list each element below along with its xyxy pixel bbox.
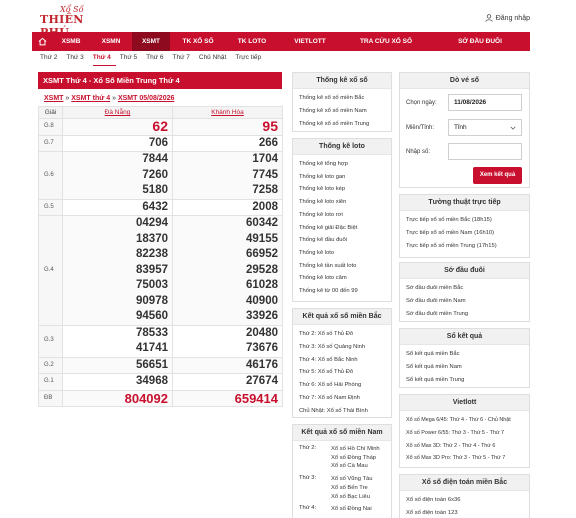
tk-loto-link[interactable]: Thống kê loto rơi bbox=[299, 211, 343, 218]
vietlott-link[interactable]: Xổ số Max 3D Pro: Thứ 3 - Thứ 5 - Thứ 7 bbox=[406, 455, 506, 462]
prize-row bbox=[39, 216, 283, 326]
tk-loto-link[interactable]: Thống kê loto câm bbox=[299, 275, 347, 282]
tk-loto-title: Thống kê loto bbox=[293, 139, 391, 155]
so-dau-duoi-link[interactable]: Sớ đầu đuôi miền Trung bbox=[406, 310, 469, 317]
vietlott-link[interactable]: Xổ số Max 3D: Thứ 2 - Thứ 4 - Thứ 6 bbox=[406, 442, 496, 449]
check-ticket-button[interactable]: Xem kết quả bbox=[473, 167, 522, 184]
prize-number: 73676 bbox=[246, 342, 278, 354]
prize-number: 94560 bbox=[136, 310, 168, 322]
kq-miennam-link[interactable]: Xổ số Bạc Liêu bbox=[331, 493, 370, 500]
prize-number: 18370 bbox=[136, 232, 168, 245]
prize-cell-province-1 bbox=[63, 390, 173, 407]
dien-toan-link[interactable]: Xổ số điện toán 6x36 bbox=[406, 497, 461, 503]
prize-label: G.6 bbox=[39, 152, 63, 200]
prize-number: 62 bbox=[152, 118, 168, 134]
home-icon bbox=[38, 37, 47, 46]
col-header-province-2[interactable]: Khánh Hòa bbox=[173, 107, 283, 119]
prize-row bbox=[39, 325, 283, 357]
kq-miennam-link[interactable]: Xổ số Đồng Nai bbox=[331, 506, 372, 513]
vietlott-box bbox=[399, 394, 530, 468]
subnav-truc-tiep[interactable]: Trực tiếp bbox=[235, 54, 262, 61]
kq-mienbac-link[interactable]: Thứ 5: Xổ số Thủ Đô bbox=[299, 369, 354, 376]
prize-number: 75003 bbox=[136, 279, 168, 291]
truc-tiep-link[interactable]: Trực tiếp xổ số miền Bắc (18h15) bbox=[406, 217, 492, 223]
truc-tiep-link[interactable]: Trực tiếp xổ số miền Nam (16h10) bbox=[406, 229, 495, 236]
site-logo[interactable] bbox=[40, 5, 110, 27]
number-label: Nhập số: bbox=[406, 149, 431, 155]
kq-miennam-link[interactable]: Xổ số Hồ Chí Minh bbox=[331, 446, 380, 452]
tk-xoso-link[interactable]: Thống kê xổ số miền Trung bbox=[299, 120, 370, 127]
kq-miennam-day: Thứ 4: bbox=[299, 505, 317, 512]
so-ket-qua-box bbox=[399, 328, 530, 388]
nav-vietlott[interactable]: VIETLOTT bbox=[294, 38, 326, 45]
tk-xoso-box bbox=[292, 72, 392, 132]
kq-miennam-row bbox=[299, 505, 385, 514]
dien-toan-list bbox=[400, 491, 529, 518]
so-ket-qua-link[interactable]: Sổ kết quả miền Nam bbox=[406, 363, 462, 370]
prize-cell-province-1 bbox=[63, 199, 173, 216]
results-body bbox=[39, 119, 283, 407]
kq-mienbac-box bbox=[292, 308, 392, 418]
subnav-thu2[interactable]: Thứ 2 bbox=[40, 54, 58, 61]
prize-cell-province-2 bbox=[173, 216, 283, 326]
prize-number: 82238 bbox=[136, 248, 168, 260]
so-dau-duoi-link[interactable]: Sớ đầu đuôi miền Bắc bbox=[406, 285, 464, 291]
vietlott-link[interactable]: Xổ số Power 6/55: Thứ 3 - Thứ 5 - Thứ 7 bbox=[406, 429, 505, 436]
results-panel bbox=[38, 72, 282, 407]
crumb-xsmt-thu4[interactable]: XSMT thứ 4 bbox=[71, 95, 111, 102]
prize-number: 04294 bbox=[136, 217, 168, 229]
date-label: Chọn ngày: bbox=[406, 100, 437, 106]
truc-tiep-box bbox=[399, 194, 530, 258]
kq-miennam-row bbox=[299, 445, 385, 471]
date-input[interactable]: 11/08/2026 bbox=[448, 94, 522, 111]
do-ve-so-box bbox=[399, 72, 530, 188]
nav-so-dau-duoi[interactable]: SỚ ĐẦU ĐUÔI bbox=[458, 38, 502, 45]
subnav-thu3[interactable]: Thứ 3 bbox=[66, 54, 84, 61]
prize-cell-province-2 bbox=[173, 390, 283, 407]
kq-miennam-title: Kết quả xổ số miền Nam bbox=[293, 425, 391, 441]
prize-cell-province-1 bbox=[63, 135, 173, 152]
prize-row bbox=[39, 199, 283, 216]
prize-cell-province-2 bbox=[173, 374, 283, 391]
tk-loto-link[interactable]: Thống kê từ 00 đến 99 bbox=[299, 288, 358, 295]
kq-miennam-day: Thứ 2: bbox=[299, 445, 317, 451]
logo-small-text: Xổ Số bbox=[60, 5, 84, 14]
prize-row bbox=[39, 152, 283, 200]
prize-number: 34968 bbox=[136, 375, 168, 387]
user-icon bbox=[485, 14, 493, 22]
prize-cell-province-1 bbox=[63, 325, 173, 357]
prize-number: 78533 bbox=[136, 326, 168, 339]
so-ket-qua-link[interactable]: Sổ kết quả miền Bắc bbox=[406, 351, 460, 357]
tk-loto-link[interactable]: Thống kê đầu đuôi bbox=[299, 237, 348, 244]
kq-miennam-box bbox=[292, 424, 392, 518]
prize-row bbox=[39, 357, 283, 374]
do-ve-so-title: Dò vé số bbox=[400, 73, 529, 89]
prize-cell-province-2 bbox=[173, 357, 283, 374]
prize-number: 6432 bbox=[142, 200, 168, 213]
prize-number: 41741 bbox=[136, 342, 168, 354]
nav-xsmt[interactable]: XSMT bbox=[132, 32, 170, 51]
prize-row bbox=[39, 390, 283, 407]
nav-xsmb[interactable]: XSMB bbox=[61, 38, 81, 45]
kq-mienbac-link[interactable]: Thứ 6: Xổ số Hải Phòng bbox=[299, 382, 362, 389]
truc-tiep-list bbox=[400, 211, 529, 255]
tk-xoso-link[interactable]: Thống kê xổ số miền Bắc bbox=[299, 95, 365, 101]
prize-cell-province-1 bbox=[63, 374, 173, 391]
prize-number: 804092 bbox=[124, 390, 168, 406]
tk-loto-link[interactable]: Thống kê loto gan bbox=[299, 173, 346, 180]
kq-mienbac-title: Kết quả xổ số miền Bắc bbox=[293, 309, 391, 325]
subnav-thu7[interactable]: Thứ 7 bbox=[172, 54, 190, 61]
vietlott-list bbox=[400, 411, 529, 468]
prize-number: 83957 bbox=[136, 263, 168, 276]
prize-number: 40900 bbox=[246, 294, 278, 307]
kq-miennam-link[interactable]: Xổ số Cà Mau bbox=[331, 463, 368, 470]
kq-miennam-list bbox=[293, 441, 391, 518]
truc-tiep-link[interactable]: Trực tiếp xổ số miền Trung (17h15) bbox=[406, 242, 497, 249]
prize-label: G.3 bbox=[39, 325, 63, 357]
prize-number: 56651 bbox=[136, 358, 168, 371]
so-dau-duoi-list bbox=[400, 279, 529, 323]
day-subnav bbox=[40, 52, 266, 66]
prize-cell-province-2 bbox=[173, 152, 283, 200]
prize-number: 7745 bbox=[252, 168, 278, 181]
tk-loto-link[interactable]: Thống kê loto bbox=[299, 249, 335, 256]
dien-toan-box bbox=[399, 474, 530, 518]
kq-mienbac-link[interactable]: Chủ Nhật: Xổ số Thái Bình bbox=[299, 407, 368, 414]
prize-label: G.4 bbox=[39, 216, 63, 326]
prize-number: 20480 bbox=[246, 326, 278, 339]
prize-cell-province-1 bbox=[63, 119, 173, 136]
prize-cell-province-1 bbox=[63, 357, 173, 374]
province-select[interactable] bbox=[448, 119, 522, 136]
prize-row bbox=[39, 119, 283, 136]
chevron-down-icon bbox=[510, 125, 516, 131]
dien-toan-title: Xổ số điện toán miền Bắc bbox=[400, 475, 529, 491]
kq-miennam-day: Thứ 3: bbox=[299, 475, 317, 482]
prize-number: 659414 bbox=[234, 390, 278, 406]
prize-number: 2008 bbox=[252, 200, 278, 213]
so-dau-duoi-box bbox=[399, 262, 530, 322]
province-select-value: Tỉnh bbox=[454, 124, 467, 131]
kq-miennam-link[interactable]: Xổ số Đồng Tháp bbox=[331, 454, 377, 461]
so-ket-qua-title: Sổ kết quả bbox=[400, 329, 529, 345]
prize-number: 49155 bbox=[246, 232, 278, 245]
so-ket-qua-list bbox=[400, 345, 529, 389]
prize-cell-province-2 bbox=[173, 325, 283, 357]
prize-number: 95 bbox=[262, 118, 278, 134]
results-table bbox=[38, 106, 283, 407]
tk-loto-list bbox=[293, 155, 391, 301]
crumb-date[interactable]: XSMT 05/08/2026 bbox=[117, 95, 175, 102]
so-dau-duoi-link[interactable]: Sớ đầu đuôi miền Nam bbox=[406, 297, 466, 304]
tk-loto-link[interactable]: Thống kê loto xiên bbox=[299, 199, 347, 206]
results-title: XSMT Thứ 4 - Xổ Số Miền Trung Thứ 4 bbox=[38, 72, 282, 89]
kq-miennam-link[interactable]: Xổ số Vũng Tàu bbox=[331, 476, 373, 483]
top-header bbox=[0, 0, 576, 32]
home-nav-button[interactable] bbox=[32, 32, 52, 51]
tk-loto-link[interactable]: Thống kê loto kép bbox=[299, 186, 346, 193]
tk-loto-link[interactable]: Thống kê tổng hợp bbox=[299, 161, 348, 167]
tk-loto-link[interactable]: Thống kê giải Đặc Biệt bbox=[299, 224, 358, 231]
prize-number: 90978 bbox=[136, 294, 168, 307]
nav-tk-xoso[interactable]: TK XỔ SỐ bbox=[182, 38, 214, 45]
login-label: Đăng nhập bbox=[495, 14, 530, 22]
province-label: Miền/Tỉnh: bbox=[406, 125, 435, 131]
so-ket-qua-link[interactable]: Sổ kết quả miền Trung bbox=[406, 376, 465, 383]
prize-number: 29528 bbox=[246, 263, 278, 276]
crumb-xsmt[interactable]: XSMT bbox=[44, 95, 64, 102]
kq-mienbac-link[interactable]: Thứ 3: Xổ số Quảng Ninh bbox=[299, 343, 366, 350]
vietlott-link[interactable]: Xổ số Mega 6/45: Thứ 4 - Thứ 6 - Chủ Nhật bbox=[406, 417, 511, 423]
prize-number: 27674 bbox=[246, 375, 278, 387]
tk-xoso-list bbox=[293, 89, 391, 133]
prize-number: 266 bbox=[258, 136, 278, 149]
kq-mienbac-link[interactable]: Thứ 7: Xổ số Nam Định bbox=[299, 394, 360, 401]
login-link[interactable] bbox=[485, 14, 530, 22]
prize-row bbox=[39, 374, 283, 391]
so-dau-duoi-title: Sớ đầu đuôi bbox=[400, 263, 529, 279]
prize-label: G.8 bbox=[39, 119, 63, 136]
prize-label: G.7 bbox=[39, 135, 63, 152]
prize-cell-province-2 bbox=[173, 199, 283, 216]
prize-number: 66952 bbox=[246, 248, 278, 260]
prize-number: 60342 bbox=[246, 217, 278, 229]
prize-number: 706 bbox=[148, 136, 168, 149]
prize-number: 7844 bbox=[142, 153, 168, 165]
prize-row bbox=[39, 135, 283, 152]
prize-label: G.5 bbox=[39, 199, 63, 216]
vietlott-title: Vietlott bbox=[400, 395, 529, 411]
prize-number: 7260 bbox=[142, 168, 168, 181]
tk-xoso-title: Thống kê xổ số bbox=[293, 73, 391, 89]
prize-number: 61028 bbox=[246, 279, 278, 291]
dien-toan-link[interactable]: Xổ số điện toán 123 bbox=[406, 509, 458, 516]
prize-number: 46176 bbox=[246, 358, 278, 371]
prize-number: 1704 bbox=[252, 153, 278, 165]
nav-tra-cuu[interactable]: TRA CỨU XỔ SỐ bbox=[359, 38, 413, 45]
subnav-thu5[interactable]: Thứ 5 bbox=[119, 54, 138, 61]
nav-xsmn[interactable]: XSMN bbox=[101, 38, 121, 45]
tk-xoso-link[interactable]: Thống kê xổ số miền Nam bbox=[299, 107, 367, 114]
tk-loto-box bbox=[292, 138, 392, 302]
subnav-thu4[interactable]: Thứ 4 bbox=[93, 52, 116, 66]
col-header-province-1[interactable]: Đà Nẵng bbox=[63, 107, 173, 119]
subnav-thu6[interactable]: Thứ 6 bbox=[146, 54, 164, 61]
tk-loto-link[interactable]: Thống kê tần suất loto bbox=[299, 262, 357, 269]
kq-miennam-link[interactable]: Xổ số Bến Tre bbox=[331, 484, 368, 491]
prize-number: 33926 bbox=[246, 310, 278, 322]
prize-cell-province-1 bbox=[63, 152, 173, 200]
truc-tiep-title: Tường thuật trực tiếp bbox=[400, 195, 529, 211]
kq-mienbac-list bbox=[293, 325, 391, 421]
prize-number: 7258 bbox=[252, 184, 278, 196]
kq-mienbac-link[interactable]: Thứ 2: Xổ số Thủ Đô bbox=[299, 331, 354, 337]
prize-label: ĐB bbox=[39, 390, 63, 407]
prize-cell-province-2 bbox=[173, 119, 283, 136]
prize-label: G.2 bbox=[39, 357, 63, 374]
prize-cell-province-1 bbox=[63, 216, 173, 326]
prize-cell-province-2 bbox=[173, 135, 283, 152]
col-header-prize: Giải bbox=[39, 107, 63, 119]
prize-label: G.1 bbox=[39, 374, 63, 391]
kq-miennam-row bbox=[299, 475, 385, 501]
nav-tk-loto[interactable]: TK LOTO bbox=[237, 38, 267, 45]
breadcrumb: XSMT » XSMT thứ 4 » XSMT 05/08/2026 bbox=[44, 95, 175, 102]
logo-main-text: THIÊN bbox=[40, 13, 84, 26]
number-input[interactable] bbox=[448, 143, 522, 160]
kq-mienbac-link[interactable]: Thứ 4: Xổ số Bắc Ninh bbox=[299, 356, 358, 363]
main-nav bbox=[32, 32, 530, 51]
prize-number: 5180 bbox=[142, 184, 168, 196]
subnav-chu-nhat[interactable]: Chủ Nhật bbox=[198, 54, 227, 61]
